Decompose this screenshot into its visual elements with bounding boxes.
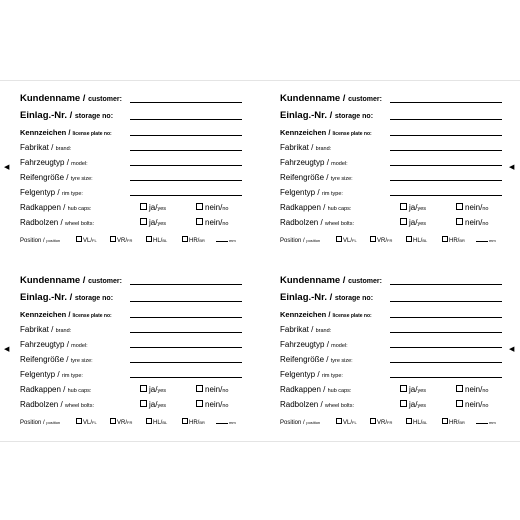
checkbox-icon bbox=[140, 400, 147, 407]
plate-field[interactable] bbox=[390, 317, 502, 318]
checkbox-icon bbox=[196, 385, 203, 392]
storage-field[interactable] bbox=[390, 301, 502, 302]
position-hr-checkbox[interactable]: HR/BR bbox=[182, 236, 205, 244]
checkbox-icon bbox=[196, 218, 203, 225]
storage-label: Einlag.-Nr. / storage no: bbox=[280, 292, 374, 303]
plate-row bbox=[280, 124, 502, 138]
checkbox-icon bbox=[76, 236, 82, 242]
tyre-row bbox=[280, 169, 502, 183]
brand-field[interactable] bbox=[130, 332, 242, 333]
brand-field[interactable] bbox=[390, 332, 502, 333]
checkbox-icon bbox=[406, 236, 412, 242]
position-label: Position / position bbox=[280, 420, 321, 426]
position-vl-checkbox[interactable]: VL/FL bbox=[76, 236, 97, 244]
plate-row bbox=[20, 124, 242, 138]
bolts-row bbox=[280, 396, 502, 410]
position-vr-checkbox[interactable]: VR/FR bbox=[370, 418, 392, 426]
checkbox-icon bbox=[196, 203, 203, 210]
rim-label: Felgentyp / rim type: bbox=[20, 188, 83, 197]
checkbox-icon bbox=[182, 236, 188, 242]
model-label: Fahrzeugtyp / model: bbox=[20, 158, 88, 167]
tyre-field[interactable] bbox=[130, 180, 242, 181]
model-label: Fahrzeugtyp / model: bbox=[280, 340, 348, 349]
checkbox-icon bbox=[456, 400, 463, 407]
hubcaps-no-checkbox[interactable]: nein/no bbox=[456, 203, 488, 212]
label-card bbox=[260, 81, 515, 261]
customer-row bbox=[20, 273, 242, 287]
rim-row bbox=[280, 184, 502, 198]
tyre-label: Reifengröße / tyre size: bbox=[20, 173, 93, 182]
position-mm-field[interactable]: mm bbox=[216, 238, 236, 244]
hubcaps-label: Radkappen / hub caps: bbox=[280, 203, 352, 212]
checkbox-icon bbox=[400, 400, 407, 407]
hubcaps-label: Radkappen / hub caps: bbox=[20, 385, 92, 394]
customer-field[interactable] bbox=[390, 102, 502, 103]
checkbox-icon bbox=[406, 418, 412, 424]
brand-label: Fabrikat / brand: bbox=[20, 143, 72, 152]
storage-label: Einlag.-Nr. / storage no: bbox=[20, 110, 114, 121]
position-hl-checkbox[interactable]: HL/BL bbox=[146, 236, 167, 244]
rim-field[interactable] bbox=[130, 377, 242, 378]
storage-label: Einlag.-Nr. / storage no: bbox=[20, 292, 114, 303]
storage-label: Einlag.-Nr. / storage no: bbox=[280, 110, 374, 121]
tyre-label: Reifengröße / tyre size: bbox=[280, 173, 353, 182]
hubcaps-row bbox=[280, 199, 502, 213]
position-hl-checkbox[interactable]: HL/BL bbox=[406, 236, 427, 244]
checkbox-icon bbox=[336, 236, 342, 242]
rim-row bbox=[20, 366, 242, 380]
checkbox-icon bbox=[140, 218, 147, 225]
position-row bbox=[280, 233, 510, 245]
position-hl-checkbox[interactable]: HL/BL bbox=[406, 418, 427, 426]
customer-field[interactable] bbox=[130, 284, 242, 285]
storage-field[interactable] bbox=[390, 119, 502, 120]
brand-label: Fabrikat / brand: bbox=[280, 143, 332, 152]
arrow-marker-icon: ◀ bbox=[509, 346, 515, 353]
checkbox-icon bbox=[370, 236, 376, 242]
position-vl-checkbox[interactable]: VL/FL bbox=[336, 418, 357, 426]
rim-field[interactable] bbox=[390, 377, 502, 378]
hubcaps-row bbox=[20, 381, 242, 395]
bolts-label: Radbolzen / wheel bolts: bbox=[20, 218, 94, 227]
rim-label: Felgentyp / rim type: bbox=[280, 370, 343, 379]
hubcaps-no-checkbox[interactable]: nein/no bbox=[196, 203, 228, 212]
position-hl-checkbox[interactable]: HL/BL bbox=[146, 418, 167, 426]
position-vl-checkbox[interactable]: VL/FL bbox=[76, 418, 97, 426]
position-mm-field[interactable]: mm bbox=[476, 420, 496, 426]
mm-line bbox=[216, 241, 228, 242]
label-card bbox=[0, 81, 240, 261]
brand-row bbox=[280, 139, 502, 153]
checkbox-icon bbox=[146, 418, 152, 424]
customer-row bbox=[280, 91, 502, 105]
position-vr-checkbox[interactable]: VR/FR bbox=[110, 236, 132, 244]
customer-row bbox=[20, 91, 242, 105]
hubcaps-no-checkbox[interactable]: nein/no bbox=[456, 385, 488, 394]
position-vl-checkbox[interactable]: VL/FL bbox=[336, 236, 357, 244]
rim-row bbox=[280, 366, 502, 380]
hubcaps-row bbox=[280, 381, 502, 395]
checkbox-icon bbox=[370, 418, 376, 424]
plate-field[interactable] bbox=[130, 317, 242, 318]
model-field[interactable] bbox=[390, 165, 502, 166]
rim-label: Felgentyp / rim type: bbox=[20, 370, 83, 379]
checkbox-icon bbox=[146, 236, 152, 242]
tyre-field[interactable] bbox=[390, 362, 502, 363]
tyre-label: Reifengröße / tyre size: bbox=[280, 355, 353, 364]
rim-field[interactable] bbox=[130, 195, 242, 196]
checkbox-icon bbox=[76, 418, 82, 424]
brand-row bbox=[20, 139, 242, 153]
mm-line bbox=[476, 241, 488, 242]
plate-label: Kennzeichen / license plate no: bbox=[280, 128, 372, 137]
hubcaps-label: Radkappen / hub caps: bbox=[280, 385, 352, 394]
customer-row bbox=[280, 273, 502, 287]
arrow-marker-icon: ◀ bbox=[4, 164, 10, 171]
bolts-yes-checkbox[interactable]: ja/yes bbox=[140, 218, 166, 227]
hubcaps-yes-checkbox[interactable]: ja/yes bbox=[140, 385, 166, 394]
checkbox-icon bbox=[110, 236, 116, 242]
bolts-no-checkbox[interactable]: nein/no bbox=[196, 218, 228, 227]
position-vr-checkbox[interactable]: VR/FR bbox=[110, 418, 132, 426]
plate-row bbox=[20, 306, 242, 320]
plate-field[interactable] bbox=[130, 135, 242, 136]
bolts-row bbox=[20, 214, 242, 228]
model-label: Fahrzeugtyp / model: bbox=[20, 340, 88, 349]
checkbox-icon bbox=[140, 385, 147, 392]
bolts-no-checkbox[interactable]: nein/no bbox=[196, 400, 228, 409]
hubcaps-yes-checkbox[interactable]: ja/yes bbox=[140, 203, 166, 212]
model-row bbox=[20, 154, 242, 168]
brand-field[interactable] bbox=[390, 150, 502, 151]
tyre-row bbox=[20, 169, 242, 183]
brand-row bbox=[20, 321, 242, 335]
checkbox-icon bbox=[336, 418, 342, 424]
customer-label: Kundenname / customer: bbox=[280, 93, 382, 104]
storage-row bbox=[280, 108, 502, 122]
checkbox-icon bbox=[196, 400, 203, 407]
checkbox-icon bbox=[456, 218, 463, 225]
plate-label: Kennzeichen / license plate no: bbox=[20, 310, 112, 319]
position-vr-checkbox[interactable]: VR/FR bbox=[370, 236, 392, 244]
position-mm-field[interactable]: mm bbox=[476, 238, 496, 244]
checkbox-icon bbox=[400, 218, 407, 225]
brand-label: Fabrikat / brand: bbox=[20, 325, 72, 334]
checkbox-icon bbox=[400, 385, 407, 392]
checkbox-icon bbox=[110, 418, 116, 424]
plate-row bbox=[280, 306, 502, 320]
brand-label: Fabrikat / brand: bbox=[280, 325, 332, 334]
plate-label: Kennzeichen / license plate no: bbox=[280, 310, 372, 319]
tyre-label: Reifengröße / tyre size: bbox=[20, 355, 93, 364]
storage-field[interactable] bbox=[130, 119, 242, 120]
model-field[interactable] bbox=[130, 347, 242, 348]
checkbox-icon bbox=[442, 418, 448, 424]
position-row bbox=[20, 233, 250, 245]
mm-line bbox=[476, 423, 488, 424]
model-row bbox=[280, 336, 502, 350]
position-hr-checkbox[interactable]: HR/BR bbox=[442, 418, 465, 426]
checkbox-icon bbox=[400, 203, 407, 210]
checkbox-icon bbox=[140, 203, 147, 210]
bolts-row bbox=[280, 214, 502, 228]
tyre-row bbox=[280, 351, 502, 365]
position-hr-checkbox[interactable]: HR/BR bbox=[442, 236, 465, 244]
plate-label: Kennzeichen / license plate no: bbox=[20, 128, 112, 137]
storage-row bbox=[20, 108, 242, 122]
brand-row bbox=[280, 321, 502, 335]
label-card bbox=[260, 263, 515, 443]
customer-label: Kundenname / customer: bbox=[20, 93, 122, 104]
hubcaps-no-checkbox[interactable]: nein/no bbox=[196, 385, 228, 394]
position-hr-checkbox[interactable]: HR/BR bbox=[182, 418, 205, 426]
customer-label: Kundenname / customer: bbox=[280, 275, 382, 286]
bolts-row bbox=[20, 396, 242, 410]
position-label: Position / position bbox=[20, 238, 61, 244]
storage-field[interactable] bbox=[130, 301, 242, 302]
checkbox-icon bbox=[456, 385, 463, 392]
bolts-yes-checkbox[interactable]: ja/yes bbox=[400, 400, 426, 409]
arrow-marker-icon: ◀ bbox=[4, 346, 10, 353]
hubcaps-row bbox=[20, 199, 242, 213]
bolts-yes-checkbox[interactable]: ja/yes bbox=[140, 400, 166, 409]
plate-field[interactable] bbox=[390, 135, 502, 136]
position-row bbox=[280, 415, 510, 427]
model-field[interactable] bbox=[390, 347, 502, 348]
customer-field[interactable] bbox=[390, 284, 502, 285]
tyre-row bbox=[20, 351, 242, 365]
hubcaps-yes-checkbox[interactable]: ja/yes bbox=[400, 385, 426, 394]
brand-field[interactable] bbox=[130, 150, 242, 151]
hubcaps-label: Radkappen / hub caps: bbox=[20, 203, 92, 212]
storage-row bbox=[20, 290, 242, 304]
bolts-label: Radbolzen / wheel bolts: bbox=[280, 400, 354, 409]
position-row bbox=[20, 415, 250, 427]
model-row bbox=[20, 336, 242, 350]
checkbox-icon bbox=[456, 203, 463, 210]
rim-field[interactable] bbox=[390, 195, 502, 196]
tyre-field[interactable] bbox=[390, 180, 502, 181]
model-label: Fahrzeugtyp / model: bbox=[280, 158, 348, 167]
bolts-label: Radbolzen / wheel bolts: bbox=[20, 400, 94, 409]
checkbox-icon bbox=[442, 236, 448, 242]
label-sheet bbox=[0, 80, 520, 442]
rim-row bbox=[20, 184, 242, 198]
customer-label: Kundenname / customer: bbox=[20, 275, 122, 286]
position-mm-field[interactable]: mm bbox=[216, 420, 236, 426]
arrow-marker-icon: ◀ bbox=[509, 164, 515, 171]
checkbox-icon bbox=[182, 418, 188, 424]
hubcaps-yes-checkbox[interactable]: ja/yes bbox=[400, 203, 426, 212]
storage-row bbox=[280, 290, 502, 304]
model-row bbox=[280, 154, 502, 168]
bolts-yes-checkbox[interactable]: ja/yes bbox=[400, 218, 426, 227]
model-field[interactable] bbox=[130, 165, 242, 166]
label-card bbox=[0, 263, 240, 443]
customer-field[interactable] bbox=[130, 102, 242, 103]
position-label: Position / position bbox=[280, 238, 321, 244]
bolts-no-checkbox[interactable]: nein/no bbox=[456, 218, 488, 227]
rim-label: Felgentyp / rim type: bbox=[280, 188, 343, 197]
position-label: Position / position bbox=[20, 420, 61, 426]
mm-line bbox=[216, 423, 228, 424]
bolts-label: Radbolzen / wheel bolts: bbox=[280, 218, 354, 227]
bolts-no-checkbox[interactable]: nein/no bbox=[456, 400, 488, 409]
tyre-field[interactable] bbox=[130, 362, 242, 363]
